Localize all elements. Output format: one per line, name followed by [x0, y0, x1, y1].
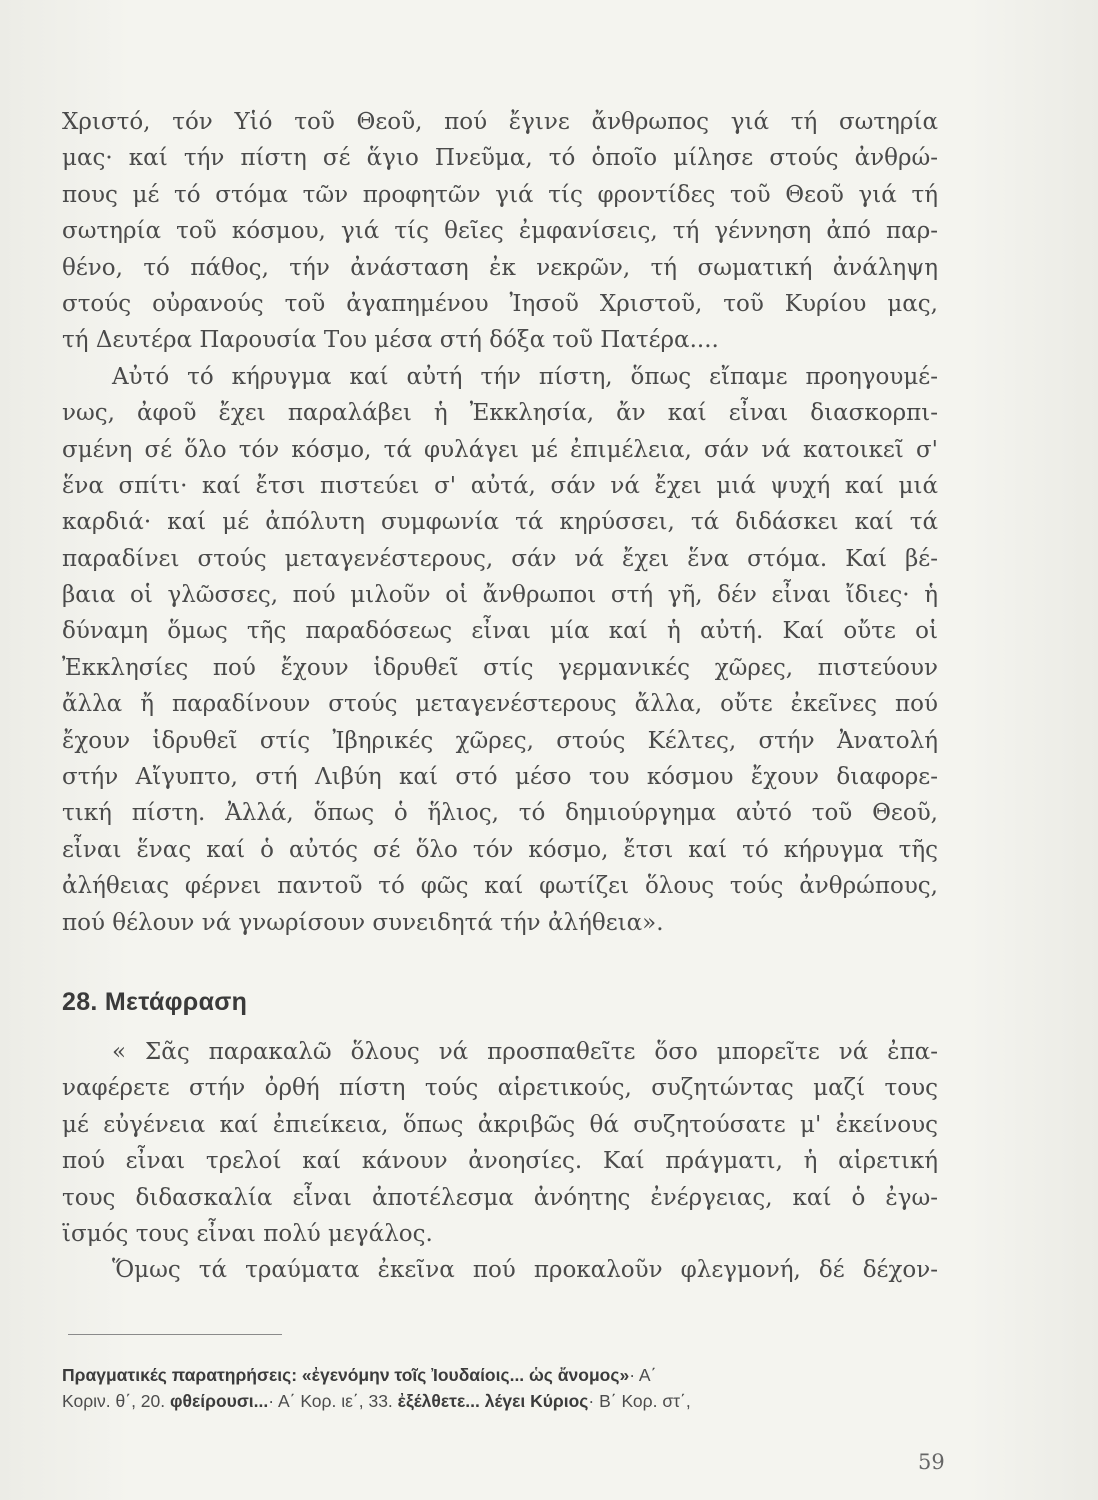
text-line: δύναμη ὅμως τῆς παραδόσεως εἶναι μία καί ἡ αὐτή. Καί οὔτε οἱ [62, 618, 938, 645]
footnote-ref: · Β΄ Κορ. στ΄, [588, 1391, 691, 1411]
page-number: 59 [918, 1450, 945, 1474]
text-line: πού θέλουν νά γνωρίσουν συνειδητά τήν ἀλήθεια». [62, 909, 664, 936]
text-line: τή Δευτέρα Παρουσία Του μέσα στή δόξα τοῦ Πατέρα.... [62, 327, 719, 354]
text-line: Χριστό, τόν Υἱό τοῦ Θεοῦ, πού ἔγινε ἄνθρωπος γιά τή σωτηρία [62, 109, 938, 135]
section-heading: 28. Μετάφραση [62, 988, 248, 1016]
text-line: ἀλήθειας φέρνει παντοῦ τό φῶς καί φωτίζει ὅλους τούς ἀνθρώπους, [62, 873, 938, 900]
body-text-section-1 [62, 104, 938, 941]
text-line: βαια οἱ γλῶσσες, πού μιλοῦν οἱ ἄνθρωποι στή γῆ, δέν εἶναι ἴδιες· ἡ [62, 582, 938, 609]
text-line: πού εἶναι τρελοί καί κάνουν ἀνοησίες. Καί πράγματι, ἡ αἱρετική [62, 1148, 938, 1175]
text-line: παραδίνει στούς μεταγενέστερους, σάν νά ἔχει ἕνα στόμα. Καί βέ- [62, 545, 938, 572]
text-line: μέ εὐγένεια καί ἐπιείκεια, ὅπως ἀκριβῶς θά συζητούσατε μ' ἐκείνους [62, 1111, 938, 1138]
footnote-ref: Κοριν. θ΄, 20. [62, 1391, 170, 1411]
footnote-quote: φθείρουσι... [169, 1391, 269, 1411]
text-line: τους διδασκαλία εἶναι ἀποτέλεσμα ἀνόητης ἐνέργειας, καί ὁ ἐγω- [62, 1184, 938, 1211]
footnote-quote: «ἐγενόμην τοῖς Ἰουδαίοις... ὡς ἄνομος» [301, 1365, 630, 1385]
text-line: ἔχουν ἱδρυθεῖ στίς Ἰβηρικές χῶρες, στούς Κέλτες, στήν Ἀνατολή [62, 727, 938, 754]
footnote-label: Πραγματικές παρατηρήσεις: [62, 1365, 302, 1385]
text-line: καρδιά· καί μέ ἀπόλυτη συμφωνία τά κηρύσσει, τά διδάσκει καί τά [62, 509, 938, 536]
text-line: Αὐτό τό κήρυγμα καί αὐτή τήν πίστη, ὅπως εἴπαμε προηγουμέ- [112, 363, 938, 390]
text-line: Ἐκκλησίες πού ἔχουν ἱδρυθεῖ στίς γερμανικές χῶρες, πιστεύουν [62, 654, 938, 681]
body-text-section-2 [62, 1034, 938, 1289]
text-line: στούς οὐρανούς τοῦ ἀγαπημένου Ἰησοῦ Χριστοῦ, τοῦ Κυρίου μας, [62, 290, 938, 317]
footnote-divider [68, 1334, 282, 1335]
footnote-ref: · Α΄ [629, 1365, 657, 1385]
footnote-quote: ἐξέλθετε... λέγει Κύριος [397, 1391, 589, 1411]
text-line: θένο, τό πάθος, τήν ἀνάσταση ἐκ νεκρῶν, τή σωματική ἀνάληψη [62, 254, 938, 281]
text-line: πους μέ τό στόμα τῶν προφητῶν γιά τίς φροντίδες τοῦ Θεοῦ γιά τή [62, 181, 938, 208]
footnote-ref: · Α΄ Κορ. ιε΄, 33. [268, 1391, 398, 1411]
text-line: Ὅμως τά τραύματα ἐκεῖνα πού προκαλοῦν φλεγμονή, δέ δέχον- [112, 1257, 938, 1284]
text-line: ἕνα σπίτι· καί ἔτσι πιστεύει σ' αὐτά, σάν νά ἔχει μιά ψυχή καί μιά [62, 472, 938, 499]
text-line: ναφέρετε στήν ὀρθή πίστη τούς αἱρετικούς, συζητώντας μαζί τους [62, 1075, 938, 1102]
footnote-line-1 [62, 1362, 946, 1388]
text-line: τική πίστη. Ἀλλά, ὅπως ὁ ἥλιος, τό δημιούργημα αὐτό τοῦ Θεοῦ, [62, 800, 938, 827]
footnote-line-2 [62, 1388, 946, 1414]
text-line: « Σᾶς παρακαλῶ ὅλους νά προσπαθεῖτε ὅσο μπορεῖτε νά ἐπα- [112, 1039, 938, 1065]
text-line: σμένη σέ ὅλο τόν κόσμο, τά φυλάγει μέ ἐπιμέλεια, σάν νά κατοικεῖ σ' [62, 436, 938, 463]
text-line: ϊσμός τους εἶναι πολύ μεγάλος. [62, 1220, 433, 1247]
text-line: μας· καί τήν πίστη σέ ἅγιο Πνεῦμα, τό ὁποῖο μίλησε στούς ἀνθρώ- [62, 145, 938, 172]
text-line: νως, ἀφοῦ ἔχει παραλάβει ἡ Ἐκκλησία, ἄν καί εἶναι διασκορπι- [62, 400, 938, 427]
text-line: εἶναι ἕνας καί ὁ αὐτός σέ ὅλο τόν κόσμο, ἔτσι καί τό κήρυγμα τῆς [62, 836, 938, 863]
text-line: σωτηρία τοῦ κόσμου, γιά τίς θεῖες ἐμφανίσεις, τή γέννηση ἀπό παρ- [62, 218, 938, 245]
footnote [62, 1362, 946, 1414]
text-line: ἄλλα ἤ παραδίνουν στούς μεταγενέστερους ἄλλα, οὔτε ἐκεῖνες πού [62, 691, 938, 718]
text-line: στήν Αἴγυπτο, στή Λιβύη καί στό μέσο του κόσμου ἔχουν διαφορε- [62, 764, 938, 791]
